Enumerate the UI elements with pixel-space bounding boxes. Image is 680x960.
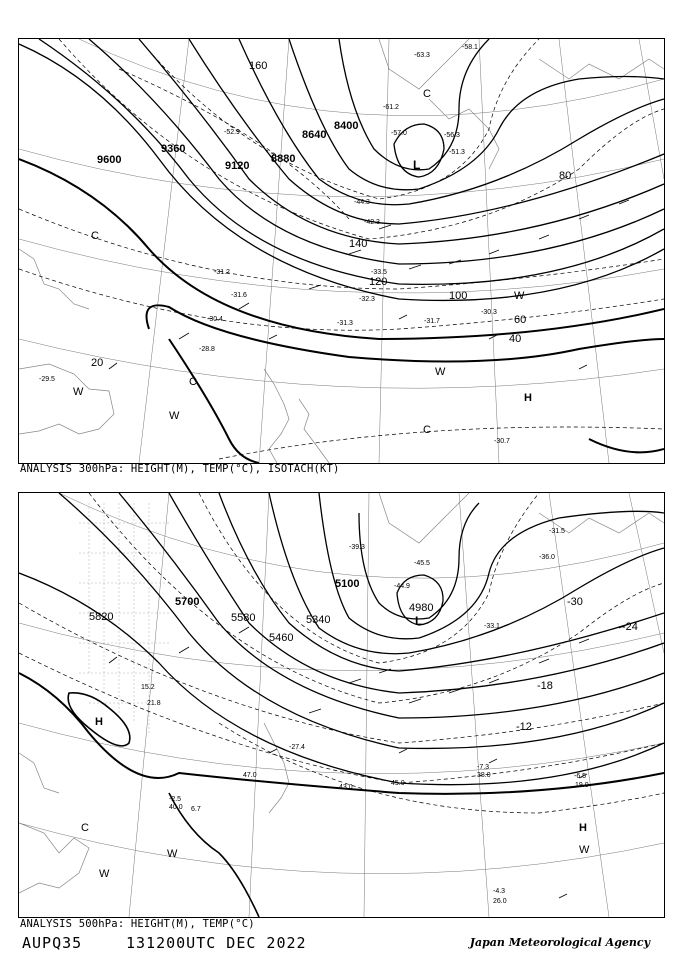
map-500hpa-canvas bbox=[19, 493, 664, 917]
low-pressure-symbol: L bbox=[413, 158, 421, 172]
height-label: 5700 bbox=[175, 596, 200, 608]
temp-label: -44.9 bbox=[394, 583, 410, 590]
height-contours bbox=[19, 39, 664, 339]
isotach-label: 120 bbox=[369, 276, 388, 288]
temp-label: -61.2 bbox=[383, 104, 399, 111]
temp-label: -7.3 bbox=[477, 764, 490, 771]
temp-label: -52.9 bbox=[224, 129, 240, 136]
temp-label: -31.7 bbox=[424, 318, 440, 325]
panel-caption-500hpa: ANALYSIS 500hPa: HEIGHT(M), TEMP(°C) bbox=[20, 918, 255, 930]
temp-label: -4.3 bbox=[493, 888, 506, 895]
warm-symbol: W bbox=[514, 290, 525, 302]
station-value: 43.0 bbox=[339, 784, 353, 791]
cold-symbol: C bbox=[91, 230, 99, 242]
temp-label: -27.4 bbox=[289, 744, 305, 751]
high-pressure-symbol: H bbox=[524, 392, 532, 404]
isotach-label: 40 bbox=[509, 333, 522, 345]
temp-label: -30.4 bbox=[207, 316, 223, 323]
height-label: 9120 bbox=[225, 160, 250, 172]
warm-symbol: W bbox=[579, 844, 590, 856]
temp-label: -42.3 bbox=[364, 219, 380, 226]
temp-label: -51.3 bbox=[449, 149, 465, 156]
station-value: 19.0 bbox=[575, 782, 589, 789]
station-value: 15.2 bbox=[141, 684, 155, 691]
warm-symbol: W bbox=[169, 410, 180, 422]
height-label: 9600 bbox=[97, 154, 122, 166]
temp-label: -6.5 bbox=[574, 773, 587, 780]
height-label: 5100 bbox=[335, 578, 360, 590]
low-pressure-symbol: L bbox=[415, 614, 423, 628]
height-label: 8400 bbox=[334, 120, 359, 132]
temp-label: -58.1 bbox=[462, 44, 478, 51]
temp-label: -18 bbox=[537, 680, 553, 692]
isotherms bbox=[19, 39, 664, 459]
warm-symbol: W bbox=[99, 868, 110, 880]
temp-label: -44.3 bbox=[354, 199, 370, 206]
temp-label: -30.7 bbox=[494, 438, 510, 445]
cold-symbol: C bbox=[189, 376, 197, 388]
valid-time: 131200UTC DEC 2022 bbox=[126, 934, 307, 952]
temp-label: -45.5 bbox=[414, 560, 430, 567]
temp-label: -28.8 bbox=[199, 346, 215, 353]
temp-label: -31.6 bbox=[231, 292, 247, 299]
panel-caption-300hpa: ANALYSIS 300hPa: HEIGHT(M), TEMP(°C), ISOTACH(KT) bbox=[20, 463, 340, 475]
isotach-labels bbox=[91, 60, 571, 369]
cold-symbol: C bbox=[423, 88, 431, 100]
station-labels bbox=[141, 684, 589, 905]
station-value: 6.7 bbox=[191, 806, 201, 813]
station-value: 40.0 bbox=[169, 804, 183, 811]
isotach-label: 100 bbox=[449, 290, 468, 302]
warm-symbol: W bbox=[167, 848, 178, 860]
warm-symbol: W bbox=[73, 386, 84, 398]
station-value: 38.0 bbox=[477, 772, 491, 779]
agency-credit: Japan Meteorological Agency bbox=[469, 936, 650, 949]
warm-symbol: W bbox=[435, 366, 446, 378]
isotach-label: 60 bbox=[514, 314, 527, 326]
temp-label: -39.3 bbox=[349, 544, 365, 551]
temp-label: -29.5 bbox=[39, 376, 55, 383]
station-value: 26.0 bbox=[493, 898, 507, 905]
temp-label: -30.3 bbox=[481, 309, 497, 316]
isotach-label: 160 bbox=[249, 60, 268, 72]
temp-label: -31.5 bbox=[549, 528, 565, 535]
station-value: 45.0 bbox=[391, 780, 405, 787]
coastline bbox=[19, 39, 664, 463]
graticule bbox=[19, 39, 664, 463]
station-value: 21.8 bbox=[147, 700, 161, 707]
height-contours bbox=[19, 493, 664, 794]
graticule bbox=[19, 493, 664, 917]
height-label: 5340 bbox=[306, 614, 331, 626]
map-panel-300hpa bbox=[18, 38, 665, 464]
temp-label: -31.3 bbox=[337, 320, 353, 327]
temp-label: -32.3 bbox=[359, 296, 375, 303]
map-panel-500hpa bbox=[18, 492, 665, 918]
temp-label: -63.3 bbox=[414, 52, 430, 59]
height-label: 4980 bbox=[409, 602, 434, 614]
temp-label: -12 bbox=[516, 721, 532, 733]
wind-barbs bbox=[109, 624, 629, 898]
isotach-label: 140 bbox=[349, 238, 368, 250]
temp-label: -56.3 bbox=[444, 132, 460, 139]
temp-label: -2.5 bbox=[169, 796, 182, 803]
temperature-labels bbox=[169, 528, 638, 895]
height-labels bbox=[97, 120, 358, 172]
height-label: 5580 bbox=[231, 612, 256, 624]
high-pressure-symbol: H bbox=[579, 822, 587, 834]
cold-symbol: C bbox=[81, 822, 89, 834]
temp-label: -24 bbox=[622, 621, 638, 633]
temp-label: -57.0 bbox=[391, 130, 407, 137]
isotach-label: 80 bbox=[559, 170, 572, 182]
height-label: 5820 bbox=[89, 611, 114, 623]
station-value: 47.0 bbox=[243, 772, 257, 779]
isotach-lines bbox=[147, 305, 665, 463]
map-300hpa-canvas bbox=[19, 39, 664, 463]
temp-label: -30 bbox=[567, 596, 583, 608]
temp-label: -31.2 bbox=[214, 269, 230, 276]
height-label: 8880 bbox=[271, 153, 296, 165]
high-pressure-symbol: H bbox=[95, 716, 103, 728]
temp-label: -33.5 bbox=[371, 269, 387, 276]
height-label: 5460 bbox=[269, 632, 294, 644]
isotach-label: 20 bbox=[91, 357, 104, 369]
height-label: 9360 bbox=[161, 143, 186, 155]
height-label: 8640 bbox=[302, 129, 327, 141]
temp-label: -33.1 bbox=[484, 623, 500, 630]
cold-symbol: C bbox=[423, 424, 431, 436]
chart-id: AUPQ35 bbox=[22, 934, 83, 952]
temp-label: -36.0 bbox=[539, 554, 555, 561]
